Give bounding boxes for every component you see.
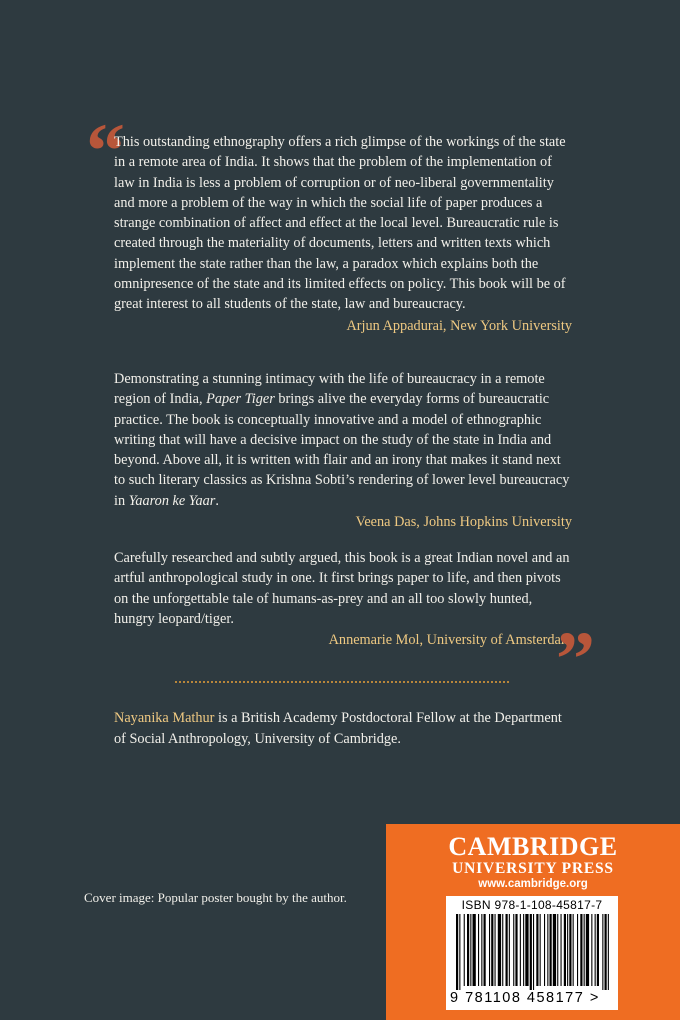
barcode-bar [597, 914, 599, 986]
barcode-bar [564, 914, 566, 986]
publisher-panel [386, 824, 680, 1020]
barcode-bar [557, 914, 558, 986]
barcode-bar [553, 914, 556, 986]
barcode-bars [454, 914, 610, 990]
barcode-bar [506, 914, 508, 986]
barcode-bar [495, 914, 496, 986]
barcode-bar [591, 914, 592, 986]
cover-credit: Cover image: Popular poster bought by the author. [84, 890, 347, 905]
barcode-bar [484, 914, 486, 986]
barcode-bar [467, 914, 469, 986]
endorsement-text [114, 369, 572, 511]
barcode-bar [550, 914, 552, 986]
barcode-bar [470, 914, 471, 986]
barcode-bar [530, 914, 532, 990]
publisher-url: www.cambridge.org [478, 878, 588, 890]
barcode-bar [489, 914, 490, 986]
endorsement-appadurai [114, 132, 572, 336]
author-bio-text: is a British Academy Postdoctoral Fellow at the Department of Social Anthropology, University of Cambridge. [114, 710, 562, 747]
barcode-bar [473, 914, 476, 986]
endorsement-attribution: Annemarie Mol, University of Amsterdam [328, 632, 572, 649]
endorsement-text: This outstanding ethnography offers a rich glimpse of the workings of the state in a remote area of India. It shows that the problem of the implementation of law in India is less a problem of corruption or of neo-liberal governmentality and more a problem of the way in which the social life of paper produces a strange combination of affect and effect at the local level. Bureaucratic rule is created through the materiality of documents, letters and written texts which implement the state rather than the law, a paradox which explains both the omnipresence of the state and its limited effects on policy. This book will be of great interest to all students of the state, law and bureaucracy. [114, 134, 566, 313]
barcode-bar [573, 914, 574, 986]
author-name: Nayanika Mathur [114, 710, 215, 726]
barcode-bar [491, 914, 493, 986]
endorsement-das [114, 369, 572, 532]
barcode-bar [533, 914, 534, 990]
barcode-bar [478, 914, 479, 986]
barcode-bar [577, 914, 578, 986]
barcode-bar [515, 914, 517, 986]
barcode-bar [456, 914, 458, 990]
barcode-bar [584, 914, 585, 986]
barcode-bar [547, 914, 548, 986]
barcode-bar [536, 914, 538, 986]
barcode-bar [509, 914, 510, 986]
barcode-bar [602, 914, 603, 990]
barcode-bar [502, 914, 503, 986]
publisher-subtitle: UNIVERSITY PRESS [452, 860, 614, 877]
barcode-bar [561, 914, 562, 986]
barcode-bar [586, 914, 589, 986]
barcode-bar [459, 914, 460, 990]
barcode-bar [498, 914, 501, 986]
barcode [446, 896, 618, 1010]
endorsement-text-part: Demonstrating a stunning intimacy with the life of bureaucracy in a remote region of India, [114, 371, 545, 408]
isbn-text: ISBN 978-1-108-45817-7 [461, 898, 603, 912]
barcode-bar [567, 914, 568, 986]
book-title-italic: Paper Tiger [206, 391, 275, 408]
barcode-bar [540, 914, 541, 986]
endorsement-attribution: Veena Das, Johns Hopkins University [355, 514, 572, 531]
barcode-digits: 9 781108 458177 > [450, 990, 600, 1006]
barcode-bar [525, 914, 528, 986]
dotted-divider [175, 681, 509, 683]
publisher-name: CAMBRIDGE [448, 832, 618, 861]
barcode-bar [580, 914, 582, 986]
barcode-bar [608, 914, 609, 990]
barcode-bar [595, 914, 596, 986]
barcode-bar [569, 914, 571, 986]
endorsement-text-part: . [215, 492, 219, 509]
barcode-bar [523, 914, 524, 986]
barcode-bar [520, 914, 521, 986]
endorsement-text-part: brings alive the everyday forms of bureaucratic practice. The book is conceptually innovative and a model of ethnographic writing that will have a decisive impact on the study of the state in India and beyond. Above all, it is written with flair and an irony that makes it stand next to such literary classics as Krishna Sobti’s rendering of lower level bureaucracy in [114, 391, 570, 509]
barcode-bar [513, 914, 514, 986]
barcode-bar [544, 914, 545, 986]
author-bio [114, 708, 574, 750]
barcode-bar [481, 914, 482, 986]
book-title-italic: Yaaron ke Yaar [128, 492, 216, 509]
barcode-bar [464, 914, 465, 986]
barcode-bar [605, 914, 607, 990]
endorsement-text: Carefully researched and subtly argued, this book is a great Indian novel and an artful anthropological study in one. It first brings paper to life, and then pivots on the unforgettable tale of humans-as-prey and an all too slowly hunted, hungry leopard/tiger. [114, 550, 570, 627]
close-quote-mark: ” [556, 615, 595, 702]
endorsement-mol [114, 548, 572, 650]
open-quote-mark: “ [86, 107, 125, 194]
endorsement-attribution: Arjun Appadurai, New York University [346, 317, 572, 334]
